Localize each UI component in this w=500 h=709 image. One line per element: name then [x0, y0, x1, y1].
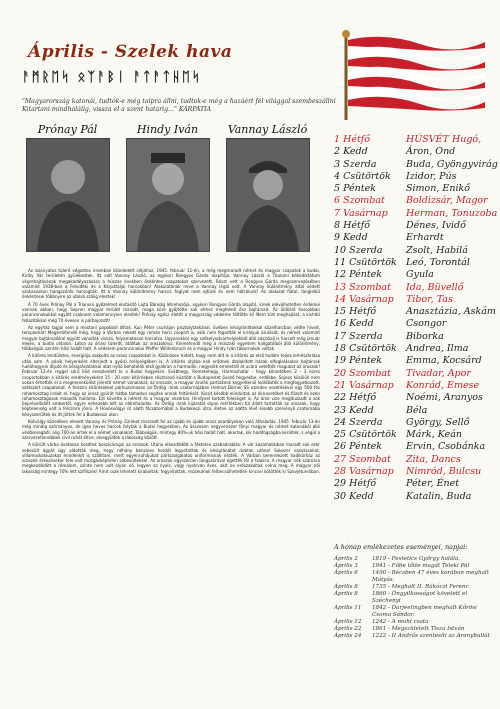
calendar-row	[334, 417, 494, 429]
calendar-day: 23 Kedd	[334, 404, 374, 416]
calendar-row	[334, 282, 494, 294]
calendar-nameday: Zsolt, Habilá	[406, 244, 468, 256]
calendar-row	[334, 134, 494, 146]
calendar-row	[334, 294, 494, 306]
calendar-day: 4 Csütörtök	[334, 170, 391, 182]
calendar-nameday: Márk, Keán	[406, 429, 462, 441]
event-date: Április 22	[334, 626, 362, 632]
calendar-day: 17 Szerda	[334, 330, 383, 342]
event-date: Április 12	[334, 619, 362, 625]
quote-text: "Magyarország katonái, tudtok-e még talpra állni, tudtok-e még a hazáért fél világgal szembeszállni Kitartani mindhalálig, vissza el a szent határig..." KÁRPÁTIA	[22, 98, 336, 113]
event-text: 1861 - Megszületett Tisza István	[372, 626, 465, 632]
calendar-day: 10 Szerda	[334, 244, 383, 256]
event-item	[334, 570, 494, 584]
calendar-nameday: Biborka	[406, 330, 444, 342]
calendar-nameday: Simon, Enikő	[406, 183, 470, 195]
portrait-photo	[226, 138, 310, 252]
calendar-row	[334, 441, 494, 453]
calendar-row	[334, 306, 494, 318]
calendar-nameday: Tibor, Tas	[406, 293, 453, 305]
article-paragraph: A kitörés lendületes, energiája sokkolta az orosz csapatokat is. Különösen hatott, hogy nem állt le a kitörés az első hullám teljes lemészárlása után sem. A pánik helyenként elterjedt a gyűrű mélységében is. A kitörés útjába eső erődnek átalakított házak elfoglalásakor bajtársak hullahegyein átjutó és késigránátokkal utat nyitó behatolók első gyakran a harmadik, negyedik emeletről át ucára vetették magukat az oroszok! Február 12-én reggel sűrű köd ereszkedett le a Budai hegyekre. Svábhegy, Remetehegy, Hármashatár - hegy körzetében 2 - 3 ezres csoportokban a kitörés eredményeként 15 - 20 ezer kitörésben résztvevő küzdött a Budapestet övező hegyekbe, erdőkbe. Sajnos közülük nem sokan érhették el a megmenekülést jelentő német vonalakat, az oroszok, a magyar árulók partizánok kegyetlenül leöldösték a megfogyatkozott, szétszórt csapatokat. A felszíni kitörésekkel párhuzamosan az Ördög -árok csatornájában Helmut Dörner SS ezredes vezetésével egy 500 fős rohamosztag indult el, hogy az orosz gyűrűt hátba támadva segítse annak feltörését. Kicsit később elindultak az áknavetőket és fűzelt és ezen rohamosztagosok második hulláma. Ezt követte a német és a magyar vezérkar. Hindyvel tartott feleséget is. Az árok vize megduzzadt a sok bepréselődött embertől, egyre nehezebb lett az előrehaladás. Az Ördög -árok kijáratát olyan mértékben túl állatt tartották az oroszok, hogy képtelenség volt a felszínre jönni. A Hűvösvölgyi út alatti főcsatornából a Budakeszi útra, illetve az alatta lévő kisebb szelvényű csatornába kényszerültek és itt jöttek fel a Budakeszi úton.	[22, 353, 320, 417]
calendar-nameday: Izidor, Pús	[406, 170, 457, 182]
calendar-day: 18 Csütörtök	[334, 343, 397, 355]
calendar-row	[334, 257, 494, 269]
event-date: Április 2	[334, 556, 358, 562]
calendar-row	[334, 195, 494, 207]
calendar-day: 8 Hétfő	[334, 220, 371, 232]
event-date: Április 6	[334, 570, 358, 576]
calendar-day: 13 Szombat	[334, 281, 391, 293]
calendar-day: 15 Hétfő	[334, 306, 377, 318]
article-paragraph: Az iszonyatos túlerő végzetes irramban közeledett céljához, 1945. február 11-én, a még megmaradt német és magyar csapatok a budai, Király Vár területén gyülekeztek. Itt volt Vannay László, az egykori Rongyos Gárda alapítója. Vannay László a Trianoni békediktátum végrehajtásának megakadályozására a húszas években önkéntes csapatokat szervezett. Részt vett a Rongyos Gárda megszervezésében valamint 1938-ban a Felvidéki és a Kárpátaljai harcokban! Alakulatának neve a Vannay légió volt. A Vannay különítmény által védett szakaszokon hangszórók harsogták: Itt a Vannay különítmény harcol, foglyot nem ejtünk és nem hátrálunk! Az alakulat flatal, lánglelkű önkéntesei többnyire az utolsó szálig elestek!	[22, 268, 320, 300]
portrait-name: Vannay László	[227, 123, 308, 136]
calendar-nameday: Gyula	[406, 269, 434, 281]
event-item	[334, 556, 494, 563]
calendar-day: 7 Vasárnap	[334, 207, 388, 219]
calendar-day: 11 Csütörtök	[334, 256, 397, 268]
calendar-nameday: Áron, Ond	[406, 146, 456, 158]
calendar-nameday: Anasztázia, Askám	[406, 306, 496, 318]
calendar-nameday: Andrea, Ilma	[406, 343, 469, 355]
event-date: Április 11	[334, 605, 362, 611]
calendar-nameday: Dénes, Ividő	[406, 220, 466, 232]
event-text: 1860 - Öngyilkosságot követett el Széchenyi	[372, 591, 468, 604]
calendar-day: 26 Péntek	[334, 441, 383, 453]
calendar-row	[334, 466, 494, 478]
calendar-nameday: Zita, Dancs	[406, 453, 461, 465]
event-text: 1222 - II András szentesíti az Aranybullát	[372, 633, 490, 639]
calendar-day: 5 Péntek	[334, 183, 376, 195]
event-item	[334, 605, 494, 619]
article-paragraph: Kútvölgy közelében elesett Vannay és Prónay. Ezreket morzsolt fel az újabb és újabb orosz akadályokon való áthaladás. 1945. február 13-án még mindig szórványos, de igen heves harcok folytak a Budai hegyekben. Az összesen negyvenezer főnyi magyar és német katonából álló védőseregből, alig 700-an értek el a német vonalakat. Többségük, mintegy 80%-uk hősi halált halt, akartak, kik hadifogságba kerültek, s végül a szervezetlenebbek civil ruhát öltve, elvegyültek a lakosság között.	[22, 419, 320, 440]
portrait-name: Hindy Iván	[136, 123, 199, 136]
calendar-row	[334, 245, 494, 257]
calendar-nameday: HÚSVÉT Hugó,	[406, 134, 482, 145]
calendar-row	[334, 478, 494, 490]
calendar-row	[334, 269, 494, 281]
event-item	[334, 584, 494, 591]
article-paragraph: A kiürült várba óvatosan kezdtek beszivárogni az oroszok. Utána elkezdődött a féktelen szabadrablás. A vár kazamatáiban maradt sok ezer sebesült ágyát úgy oldották meg, hogy néhány benzines hordót leguritottak és késigránátot dobtak utána! Sokezer vasutasokat, villamoskalauzokat mindenkit is szállítani, mert egyenruhájukat pártszolgálatos uniformisnak nézték. A Várban berendezett hadikórház az oroszok érkezésekor tele volt mozgásképtelen sebesültekkel. Az oroszok egyszerűen lángszóróval égették föl a falakra. A magyar nők számára megkezdődött a rémálom, szinte nem volt olyan nő, legyen az nyolc, vagy nyolcvan éves, akit ne erőszakoltak volna meg. A magyar női lakosság mintegy 70% lett szifilszes! Amit csak lehetett kirabolták, fegyvitottak, múzeumok felbecsülhetetlen kincsei kötöttek ki Szovjetunióban.	[22, 442, 320, 474]
calendar-row	[334, 405, 494, 417]
article-paragraph: Az egyház tagjai sem a mostani papokból álltak. Kun Péter csuhájan pisztolytáskával, övében késigránátokkal közelharcban védte hiveit, templomát! Megemlítendő még, hogy a Várban rekedt egy román harci csoport is, akik nem fogadták el királyuk árulását, és német valamint magyar bajtársaikkal együtt vonultak vissza, folyamatosan harcolva. Ugyanakkor egy székelyudvarhelyiekből álló zászlóalj is harcolt még január elején, a budai oldalon. Látva az óriási túlerőt, átálltak az oroszokhoz. Kiemelendő még a műszaki egyetem hallgatóiból álló különítmény, többségük szintén hősi halált halt. A védelem parancsnokai Pfeffer Wildenbruch és a magyar Hindy Iván tábornokok voltak.	[22, 324, 320, 352]
calendar-day: 25 Csütörtök	[334, 429, 397, 441]
calendar-nameday: György, Sellő	[406, 416, 470, 428]
calendar-row	[334, 220, 494, 232]
calendar-day: 22 Hétfő	[334, 392, 377, 404]
event-text: 1941 - Főbe lőtte magát Teleki Pál	[372, 563, 470, 569]
calendar-day: 30 Kedd	[334, 490, 374, 502]
article-paragraph: A 70 éves Prónay Pál a Trianoni győzelmet elutasító Lajta Bánság létrehozója, egykori Rongyos Gárda alapító, kinek elévülhetetlen érdemei vannak abban, hogy Sopron magyar terület maradt, maga köré gyűjtötte sok ehhez megfelelő ősz bajtársait. Az öldöklő harcokban parancsnokukkal együtt csaknem valamennyien elestek! Prónay egész életét a magyarság védelme töltötte ki! Nem tűrt meghajlást, a kishitű fellazítókkal még 70 évesen is párbajozott!	[22, 301, 320, 323]
runic-title: ᚨᛗᚱᛖᛋ ᛟᛉᚨᛒᛁ ᚨᛏᚨᛏᚺᛖᛋ	[22, 70, 202, 85]
calendar-day: 9 Kedd	[334, 232, 368, 244]
page-title: Április - Szelek hava	[28, 42, 233, 62]
calendar-day: 2 Kedd	[334, 146, 368, 158]
calendar-list	[334, 134, 498, 503]
event-item	[334, 563, 494, 570]
calendar-day: 12 Péntek	[334, 269, 383, 281]
calendar-nameday: Herman, Tonuzoba	[406, 207, 498, 219]
calendar-day: 28 Vasárnap	[334, 466, 394, 478]
events-title: A hónap emlékezetes eseményei, napjai:	[334, 543, 468, 551]
calendar-day: 1 Hétfő	[334, 134, 371, 145]
calendar-nameday: Katalin, Buda	[406, 490, 472, 502]
article-body	[22, 268, 320, 664]
calendar-nameday: Noémi, Aranyos	[406, 392, 483, 404]
event-item	[334, 591, 494, 605]
calendar-day: 16 Kedd	[334, 318, 374, 330]
calendar-row	[334, 343, 494, 355]
calendar-row	[334, 355, 494, 367]
portrait-name: Prónay Pál	[37, 123, 98, 136]
event-text: 1735 - Meghalt II. Rákóczi Ferenc	[372, 584, 469, 590]
calendar-nameday: Nimród, Bulcsu	[406, 466, 482, 478]
event-date: Április 24	[334, 633, 362, 639]
calendar-row	[334, 331, 494, 343]
calendar-nameday: Boldizsár, Magor	[406, 195, 488, 207]
calendar-nameday: Tivadar, Apor	[406, 367, 471, 379]
calendar-row	[334, 232, 494, 244]
calendar-nameday: Béla	[406, 404, 428, 416]
calendar-row	[334, 158, 498, 171]
events-list	[334, 556, 494, 640]
calendar-row	[334, 207, 498, 220]
calendar-row	[334, 146, 494, 158]
calendar-row	[334, 183, 494, 195]
calendar-day: 29 Hétfő	[334, 478, 377, 490]
calendar-row	[334, 429, 494, 441]
calendar-nameday: Ida, Büvellő	[406, 281, 464, 293]
event-date: Április 8	[334, 584, 358, 590]
event-text: 1842 - Darjeelingben meghalt Kőrösi Csoma Sándor.	[372, 605, 477, 618]
calendar-row	[334, 368, 494, 380]
calendar-nameday: Erhardt	[406, 232, 444, 244]
calendar-nameday: Emma, Kocsárd	[406, 355, 482, 367]
calendar-day: 24 Szerda	[334, 416, 383, 428]
event-date: Április 3	[334, 563, 358, 569]
event-text: 1490 - Bécsben 47 éves korában meghalt Mátyás.	[372, 570, 489, 583]
calendar-day: 3 Szerda	[334, 158, 377, 170]
calendar-nameday: Buda, Gyöngyvirág	[406, 158, 498, 170]
calendar-nameday: Csongor	[406, 318, 447, 330]
event-text: 1242 - A muhi csata	[372, 619, 429, 625]
calendar-nameday: Péter, Énet	[406, 478, 460, 490]
calendar-row	[334, 454, 494, 466]
calendar-row	[334, 392, 494, 404]
calendar-row	[334, 171, 494, 183]
portrait-photo	[126, 138, 210, 252]
calendar-row	[334, 318, 494, 330]
calendar-day: 27 Szombat	[334, 453, 391, 465]
calendar-day: 6 Szombat	[334, 195, 385, 207]
event-item	[334, 633, 494, 640]
calendar-row	[334, 491, 494, 503]
calendar-row	[334, 380, 494, 392]
event-item	[334, 626, 494, 633]
portrait-photo	[26, 138, 110, 252]
calendar-day: 19 Péntek	[334, 355, 383, 367]
calendar-day: 20 Szombat	[334, 367, 391, 379]
calendar-nameday: Ervin, Csobánka	[406, 441, 486, 453]
calendar-nameday: Leó, Torontál	[406, 256, 470, 268]
calendar-day: 14 Vasárnap	[334, 293, 394, 305]
calendar-day: 21 Vasárnap	[334, 379, 394, 391]
arpad-flag-icon	[340, 28, 490, 123]
calendar-nameday: Konrád, Emese	[406, 379, 480, 391]
event-text: 1819 - Festetics György halála.	[372, 556, 460, 562]
event-date: Április 8	[334, 591, 358, 597]
event-item	[334, 619, 494, 626]
